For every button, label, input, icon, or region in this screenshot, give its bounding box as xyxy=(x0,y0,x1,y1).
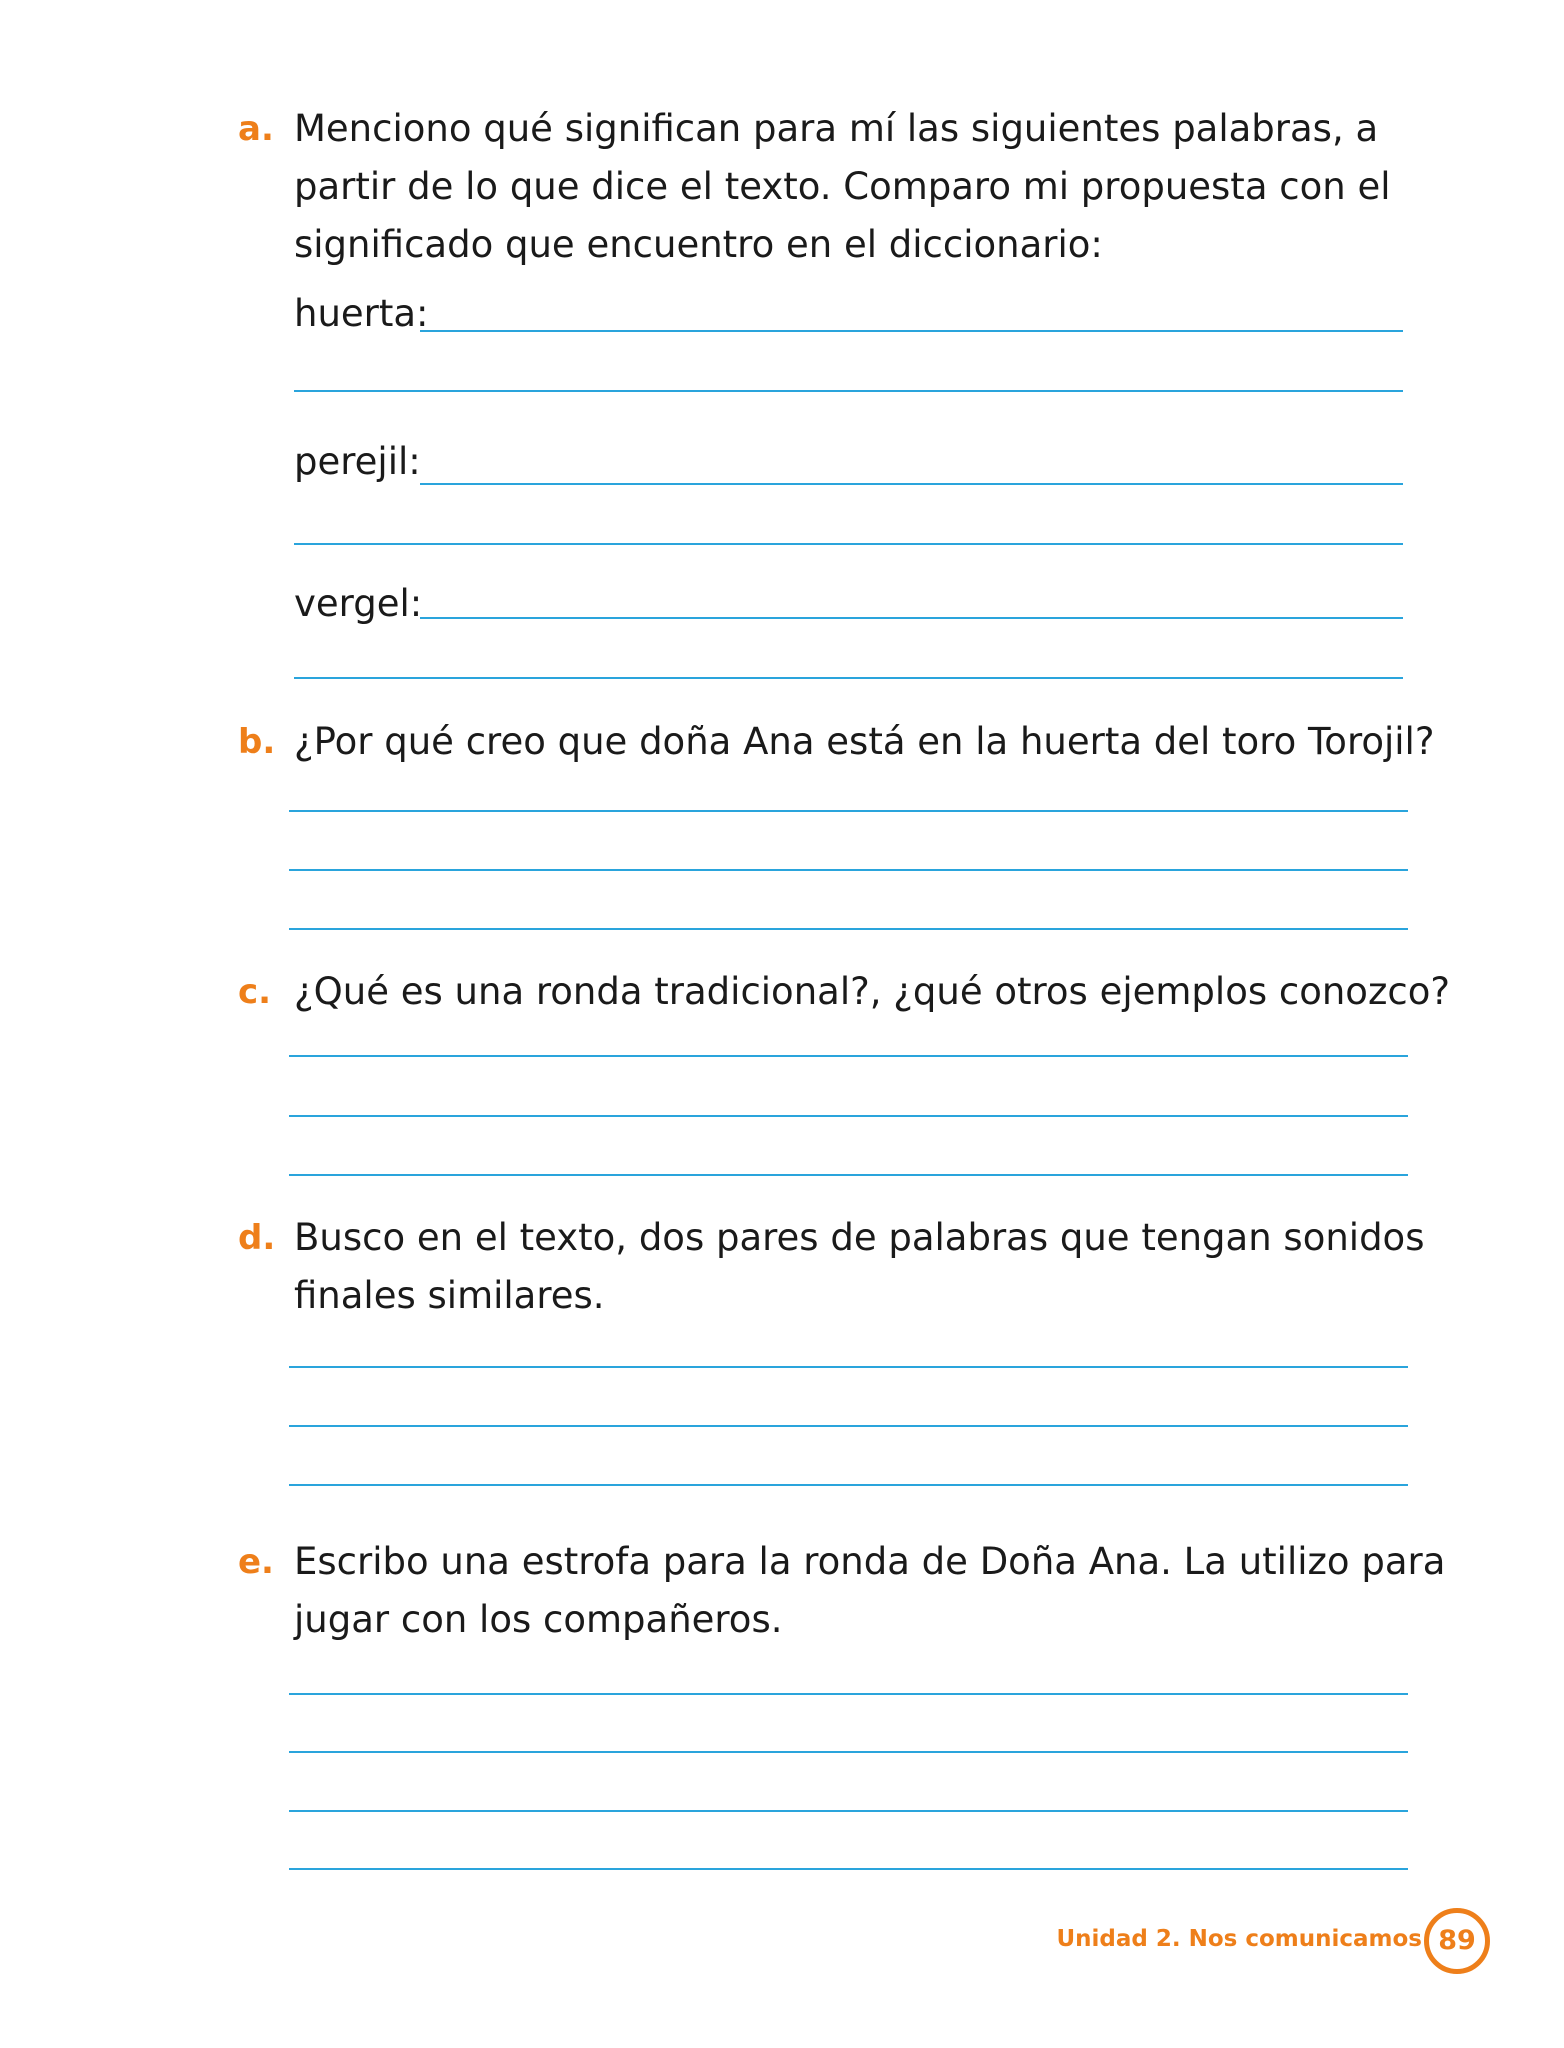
answer-line[interactable] xyxy=(289,810,1408,812)
answer-line[interactable] xyxy=(289,1366,1408,1368)
question-e xyxy=(238,1533,1446,1649)
word-label-vergel: vergel: xyxy=(294,582,423,625)
answer-line[interactable] xyxy=(289,1174,1408,1176)
question-text-line: ¿Por qué creo que doña Ana está en la huerta del toro Torojil? xyxy=(294,720,1435,763)
answer-line[interactable] xyxy=(289,869,1408,871)
word-label-perejil: perejil: xyxy=(294,440,421,483)
question-letter: b. xyxy=(238,722,276,762)
answer-line[interactable] xyxy=(289,1484,1408,1486)
question-text-line: jugar con los compañeros. xyxy=(294,1598,783,1641)
answer-line[interactable] xyxy=(420,483,1403,485)
answer-line[interactable] xyxy=(289,1055,1408,1057)
answer-line[interactable] xyxy=(289,1751,1408,1753)
answer-line[interactable] xyxy=(289,1693,1408,1695)
question-text-line: Menciono qué significan para mí las siguientes palabras, a xyxy=(294,107,1379,150)
question-a xyxy=(238,100,1428,274)
question-text-line: Busco en el texto, dos pares de palabras que tengan sonidos xyxy=(294,1216,1425,1259)
question-text-line: partir de lo que dice el texto. Comparo mi propuesta con el xyxy=(294,165,1391,208)
question-text-line: significado que encuentro en el diccionario: xyxy=(294,223,1103,266)
answer-line[interactable] xyxy=(289,1868,1408,1870)
answer-line[interactable] xyxy=(289,1810,1408,1812)
answer-line[interactable] xyxy=(289,1115,1408,1117)
answer-line[interactable] xyxy=(294,543,1403,545)
question-text-line: Escribo una estrofa para la ronda de Doña Ana. La utilizo para xyxy=(294,1540,1446,1583)
answer-line[interactable] xyxy=(294,390,1403,392)
unit-label: Unidad 2. Nos comunicamos xyxy=(1056,1926,1422,1952)
answer-line[interactable] xyxy=(420,330,1403,332)
question-b xyxy=(238,713,1435,771)
answer-line[interactable] xyxy=(289,928,1408,930)
question-letter: c. xyxy=(238,972,272,1012)
answer-line[interactable] xyxy=(289,1425,1408,1427)
word-label-huerta: huerta: xyxy=(294,292,429,335)
question-text-line: finales similares. xyxy=(294,1274,605,1317)
page-number: 89 xyxy=(1424,1908,1490,1974)
answer-line[interactable] xyxy=(420,617,1403,619)
question-c xyxy=(238,963,1450,1021)
question-text-line: ¿Qué es una ronda tradicional?, ¿qué otros ejemplos conozco? xyxy=(294,970,1450,1013)
question-letter: e. xyxy=(238,1542,274,1582)
question-d xyxy=(238,1209,1428,1325)
question-letter: d. xyxy=(238,1218,276,1258)
answer-line[interactable] xyxy=(294,677,1403,679)
question-letter: a. xyxy=(238,109,274,149)
